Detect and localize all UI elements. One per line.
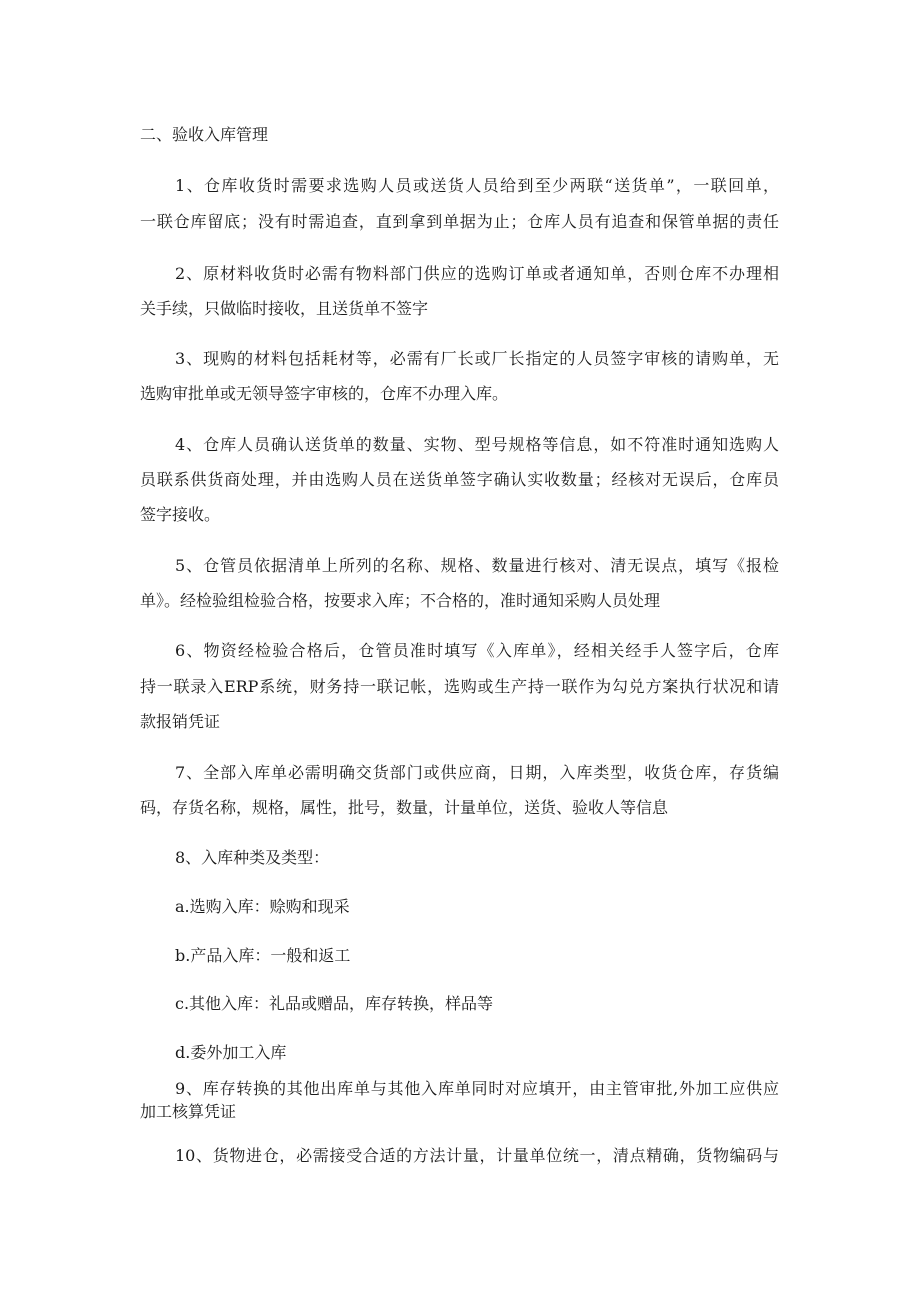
paragraph-4-line-2: 员联系供货商处理，并由选购人员在送货单签字确认实收数量；经核对无误后，仓库员 bbox=[140, 470, 779, 489]
paragraph-8-line-1: 8、入库种类及类型： bbox=[175, 848, 330, 867]
paragraph-2-line-2: 关手续，只做临时接收，且送货单不签字 bbox=[140, 299, 429, 318]
paragraph-3-line-2: 选购审批单或无领导签字审核的，仓库不办理入库。 bbox=[140, 384, 509, 403]
paragraph-9-line-2: 加工核算凭证 bbox=[140, 1102, 237, 1121]
list-item-a: a.选购入库：赊购和现采 bbox=[175, 897, 350, 916]
paragraph-5-line-2: 单》。经检验组检验合格，按要求入库；不合格的，准时通知采购人员处理 bbox=[140, 591, 661, 610]
paragraph-2-line-1: 2、原材料收货时必需有物料部门供应的选购订单或者通知单，否则仓库不办理相 bbox=[175, 264, 779, 283]
paragraph-3-line-1: 3、现购的材料包括耗材等，必需有厂长或厂长指定的人员签字审核的请购单，无 bbox=[175, 349, 779, 368]
paragraph-10-line-1: 10、货物进仓，必需接受合适的方法计量，计量单位统一，清点精确，货物编码与 bbox=[175, 1146, 779, 1165]
paragraph-6-line-2: 持一联录入ERP系统，财务持一联记帐，选购或生产持一联作为勾兑方案执行状况和请 bbox=[140, 677, 779, 696]
paragraph-9-line-1: 9、库存转换的其他出库单与其他入库单同时对应填开，由主管审批,外加工应供应 bbox=[175, 1079, 779, 1098]
list-item-c: c.其他入库：礼品或赠品，库存转换，样品等 bbox=[175, 994, 494, 1013]
paragraph-1-line-1: 1、仓库收货时需要求选购人员或送货人员给到至少两联“送货单”，一联回单， bbox=[175, 176, 779, 195]
section-heading: 二、验收入库管理 bbox=[140, 125, 269, 144]
paragraph-6-line-1: 6、物资经检验合格后，仓管员准时填写《入库单》，经相关经手人签字后，仓库 bbox=[175, 641, 779, 660]
paragraph-5-line-1: 5、仓管员依据清单上所列的名称、规格、数量进行核对、清无误点，填写《报检 bbox=[175, 556, 779, 575]
paragraph-1-line-2: 一联仓库留底；没有时需追查，直到拿到单据为止；仓库人员有追查和保管单据的责任 bbox=[140, 212, 779, 231]
list-item-b: b.产品入库：一般和返工 bbox=[175, 946, 351, 965]
paragraph-6-line-3: 款报销凭证 bbox=[140, 712, 221, 731]
paragraph-4-line-3: 签字接收。 bbox=[140, 505, 221, 524]
paragraph-7-line-2: 码，存货名称，规格，属性，批号，数量，计量单位，送货、验收人等信息 bbox=[140, 798, 669, 817]
paragraph-4-line-1: 4、仓库人员确认送货单的数量、实物、型号规格等信息，如不符准时通知选购人 bbox=[175, 435, 779, 454]
list-item-d: d.委外加工入库 bbox=[175, 1043, 287, 1062]
paragraph-7-line-1: 7、全部入库单必需明确交货部门或供应商，日期，入库类型，收货仓库，存货编 bbox=[175, 763, 779, 782]
